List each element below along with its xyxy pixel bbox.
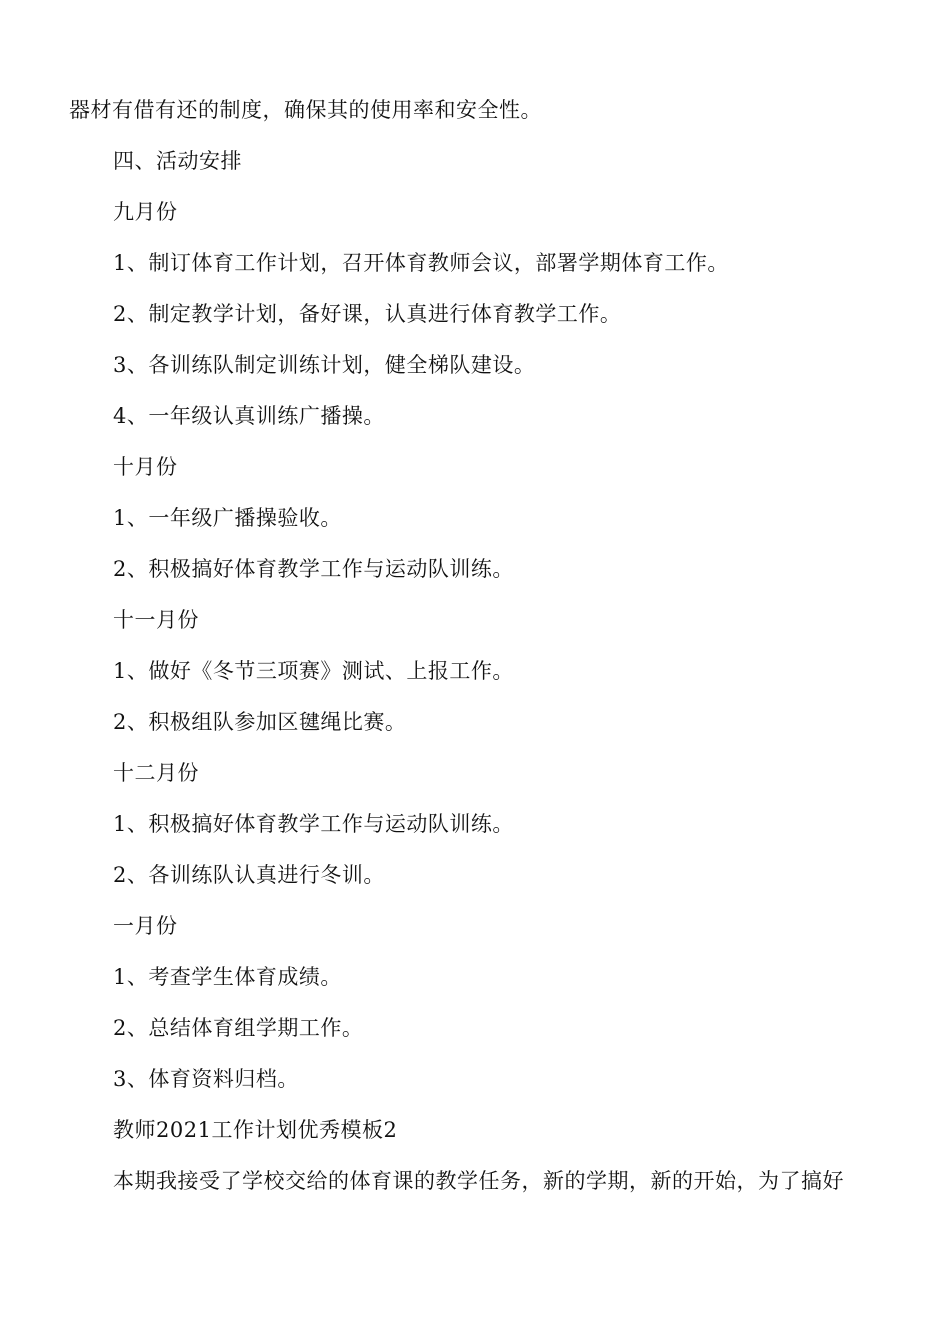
list-item: 1、积极搞好体育教学工作与运动队训练。 [113,812,514,836]
list-item: 1、做好《冬节三项赛》测试、上报工作。 [113,659,514,683]
month-heading-january: 一月份 [113,914,178,938]
list-item: 1、制订体育工作计划，召开体育教师会议，部署学期体育工作。 [113,251,729,275]
list-item: 2、制定教学计划，备好课，认真进行体育教学工作。 [113,302,622,326]
list-item: 1、考查学生体育成绩。 [113,965,342,989]
list-item: 2、积极搞好体育教学工作与运动队训练。 [113,557,514,581]
list-item: 3、体育资料归档。 [113,1067,299,1091]
document-subtitle: 教师2021工作计划优秀模板2 [113,1118,398,1142]
list-item: 1、一年级广播操验收。 [113,506,342,530]
list-item: 2、各训练队认真进行冬训。 [113,863,385,887]
month-heading-november: 十一月份 [113,608,199,632]
month-heading-september: 九月份 [113,200,178,224]
list-item: 4、一年级认真训练广播操。 [113,404,385,428]
paragraph-continuation: 器材有借有还的制度，确保其的使用率和安全性。 [69,98,542,122]
section-heading-activities: 四、活动安排 [113,149,242,173]
list-item: 2、总结体育组学期工作。 [113,1016,364,1040]
paragraph-start: 本期我接受了学校交给的体育课的教学任务，新的学期，新的开始，为了搞好 [113,1169,844,1193]
list-item: 2、积极组队参加区毽绳比赛。 [113,710,407,734]
list-item: 3、各训练队制定训练计划，健全梯队建设。 [113,353,536,377]
month-heading-october: 十月份 [113,455,178,479]
month-heading-december: 十二月份 [113,761,199,785]
